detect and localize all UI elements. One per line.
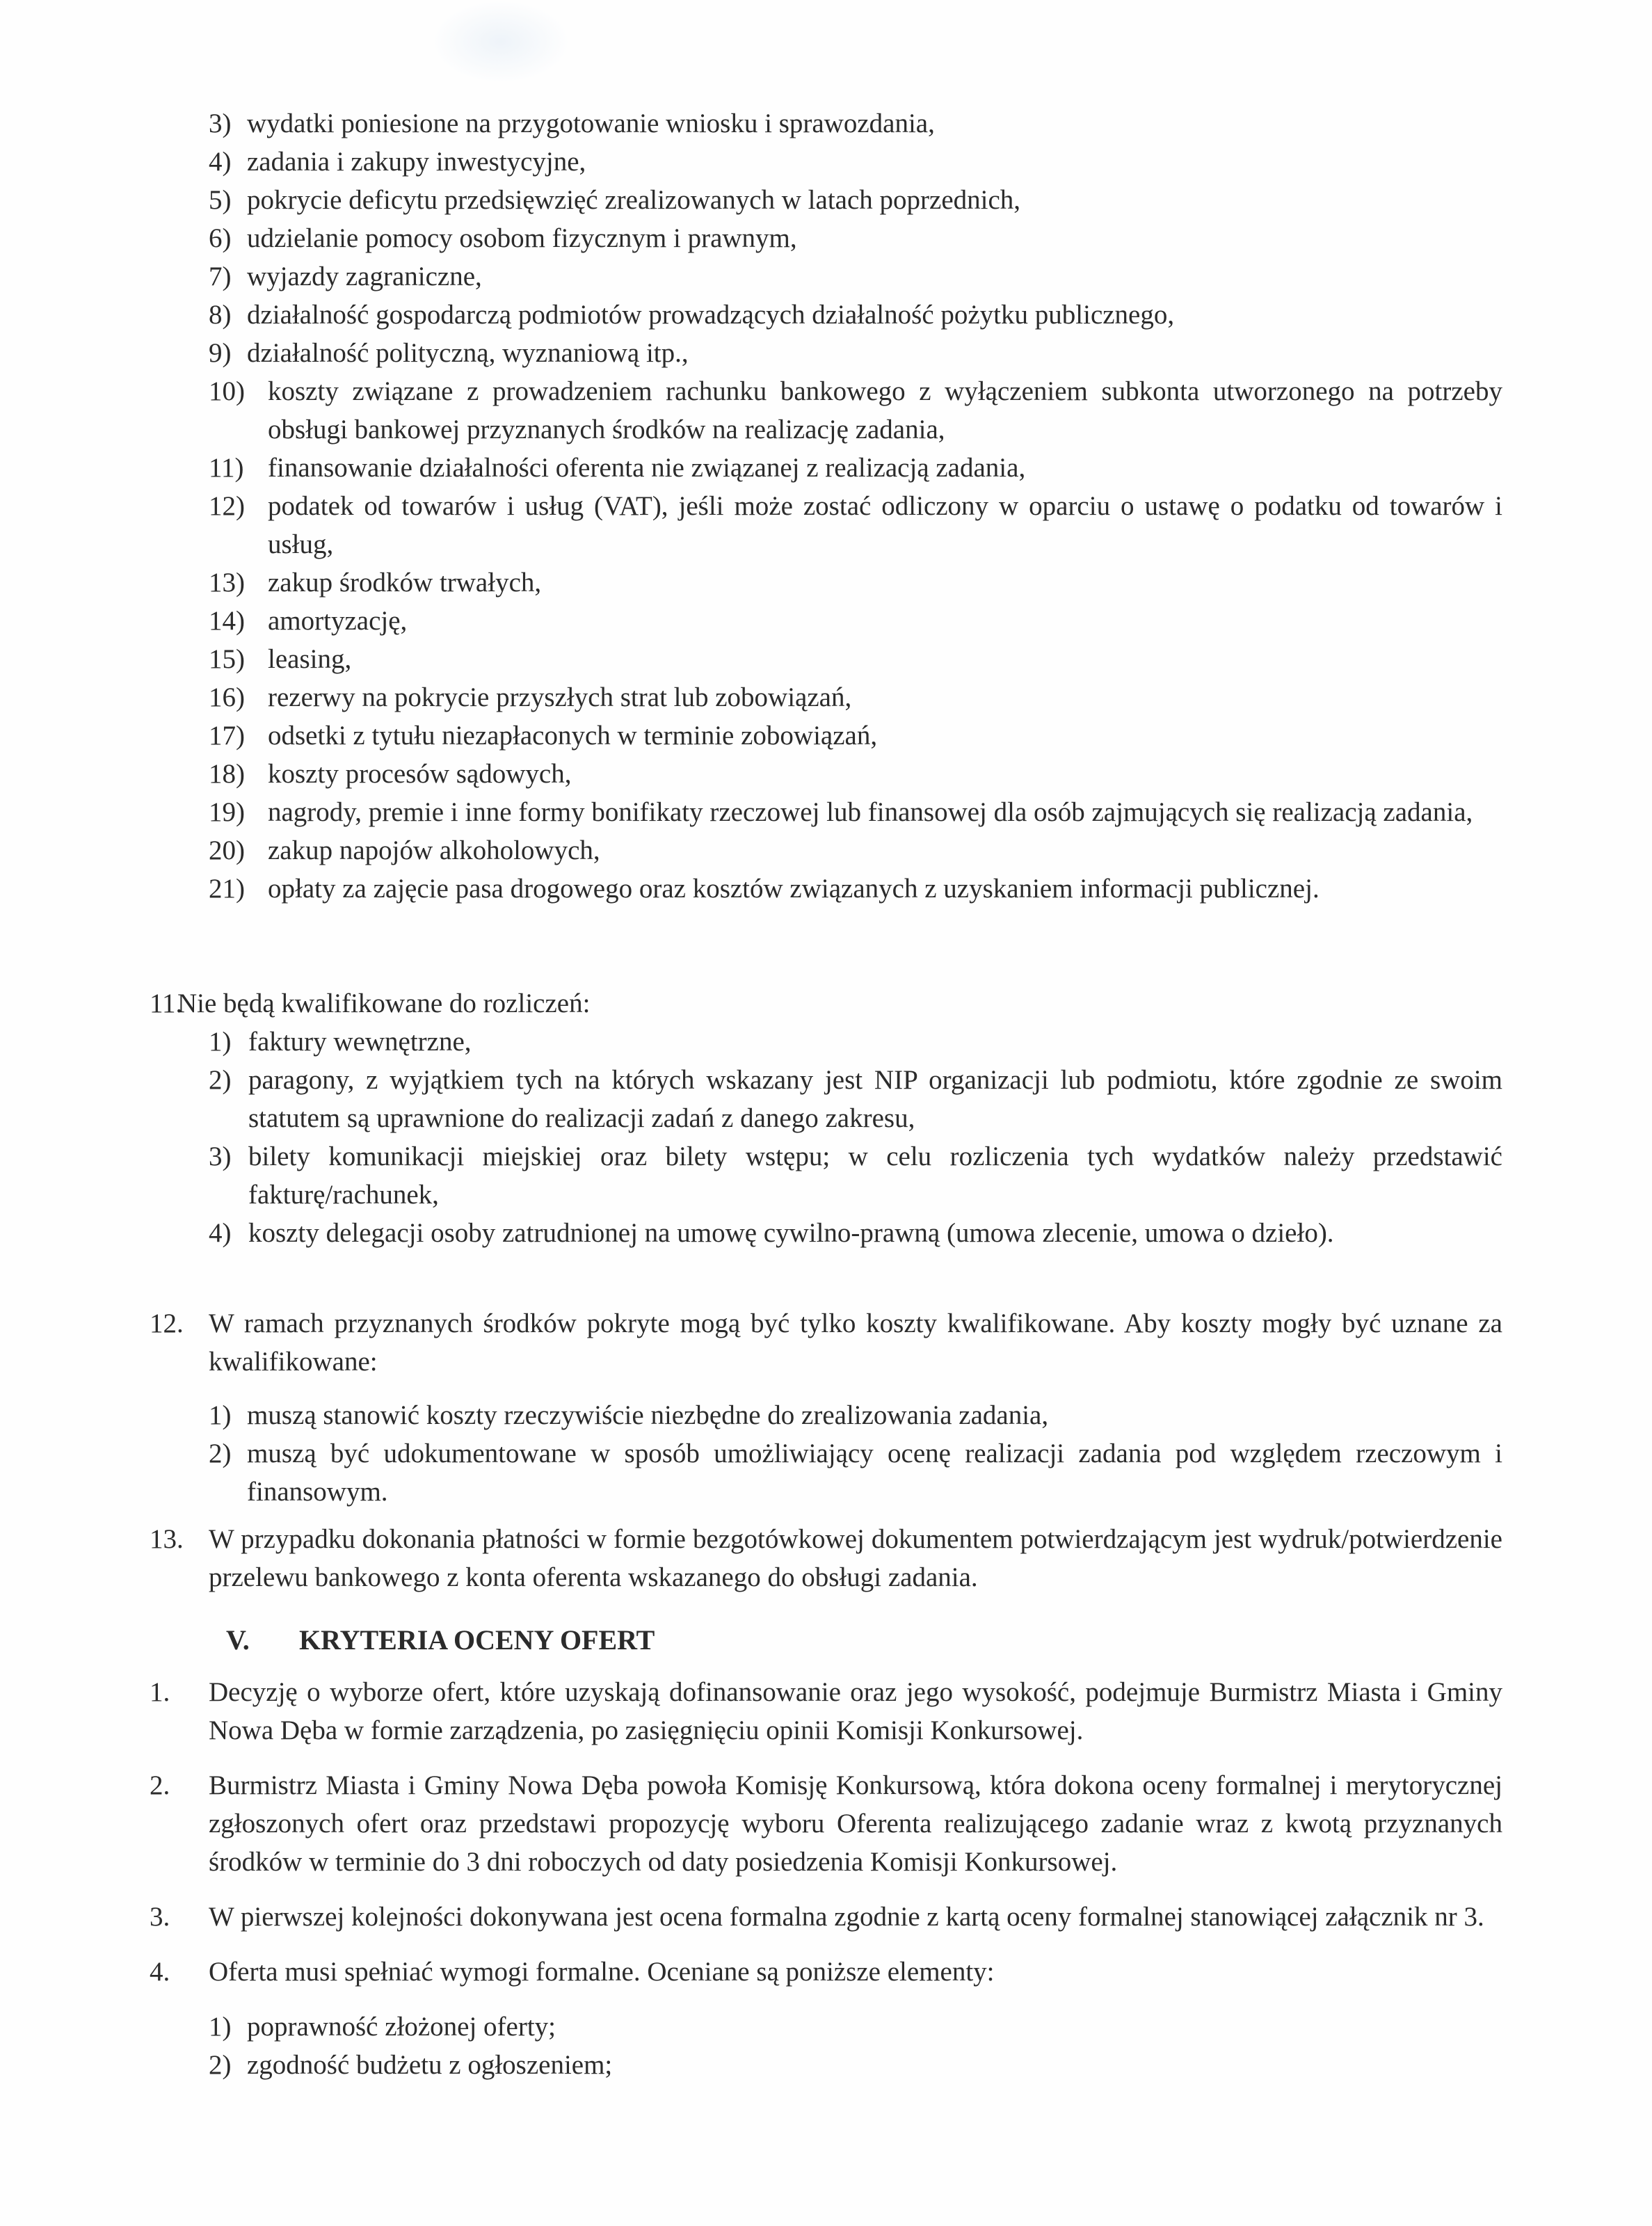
list-marker: 2) <box>209 1439 232 1468</box>
criteria-item <box>150 1898 1502 1936</box>
list-item <box>150 1396 1502 1434</box>
list-marker: 10) <box>209 376 245 406</box>
list-item <box>209 831 1502 870</box>
section-marker: 13. <box>150 1524 184 1554</box>
item-text: Oferta musi spełniać wymogi formalne. Oceniane są poniższe elementy: <box>209 1957 995 1987</box>
list-marker: 19) <box>209 797 245 827</box>
section-paragraph <box>150 1520 1502 1596</box>
list-item <box>209 487 1502 563</box>
list-item-text: koszty delegacji osoby zatrudnionej na umowę cywilno-prawną (umowa zlecenie, umowa o dzieło). <box>248 1218 1334 1248</box>
list-marker: 7) <box>209 262 232 291</box>
item-marker: 3. <box>150 1902 170 1932</box>
list-item-text: finansowanie działalności oferenta nie związanej z realizacją zadania, <box>268 453 1026 483</box>
list-item-text: rezerwy na pokrycie przyszłych strat lub zobowiązań, <box>268 682 852 712</box>
list-item <box>209 678 1502 716</box>
list-item-text: zgodność budżetu z ogłoszeniem; <box>247 2050 613 2080</box>
list-item-text: wydatki poniesione na przygotowanie wniosku i sprawozdania, <box>247 109 935 138</box>
list-item-text: udzielanie pomocy osobom fizycznym i prawnym, <box>247 223 797 253</box>
list-item <box>209 104 1502 143</box>
list-item-text: muszą być udokumentowane w sposób umożliwiający ocenę realizacji zadania pod względem rzeczowym i finansowym. <box>247 1439 1502 1507</box>
item-text: Burmistrz Miasta i Gminy Nowa Dęba powoła Komisję Konkursową, która dokona oceny formalnej i merytorycznej zgłoszonych ofert oraz przedstawi propozycję wyboru Oferenta realizującego zadanie wraz z kwotą przyznanych środków w terminie do 3 dni roboczych od daty posiedzenia Komisji Konkursowej. <box>209 1770 1502 1877</box>
list-item-text: odsetki z tytułu niezapłaconych w terminie zobowiązań, <box>268 721 878 751</box>
list-marker: 20) <box>209 835 245 865</box>
section-13 <box>150 1520 1502 1596</box>
list-item-text: zakup środków trwałych, <box>268 568 542 598</box>
list-marker: 17) <box>209 721 245 751</box>
list-marker: 2) <box>209 2050 232 2080</box>
scan-artifact <box>431 0 570 83</box>
list-item <box>209 755 1502 793</box>
list-item-text: działalność gospodarczą podmiotów prowadzących działalność pożytku publicznego, <box>247 300 1175 330</box>
list-marker: 1) <box>209 2012 232 2042</box>
list-marker: 16) <box>209 682 245 712</box>
list-marker: 15) <box>209 644 245 674</box>
list-item-text: koszty procesów sądowych, <box>268 759 572 789</box>
list-item-text: wyjazdy zagraniczne, <box>247 262 482 291</box>
list-item-text: poprawność złożonej oferty; <box>247 2012 556 2042</box>
list-marker: 18) <box>209 759 245 789</box>
list-item <box>209 602 1502 640</box>
list-item <box>209 449 1502 487</box>
list-item <box>209 563 1502 602</box>
list-item <box>209 257 1502 296</box>
list-marker: 1) <box>209 1400 232 1430</box>
list-marker: 8) <box>209 300 232 330</box>
section-title: KRYTERIA OCENY OFERT <box>299 1624 655 1656</box>
list-item <box>209 296 1502 334</box>
list-item <box>150 2008 1502 2046</box>
item-text: Decyzję o wyborze ofert, które uzyskają dofinansowanie oraz jego wysokość, podejmuje Burmistrz Miasta i Gminy Nowa Dęba w formie zarządzenia, po zasięgnięciu opinii Komisji Konkursowej. <box>209 1677 1502 1745</box>
list-item-text: zakup napojów alkoholowych, <box>268 835 600 865</box>
list-item <box>150 1023 1502 1061</box>
item-marker: 1. <box>150 1677 170 1707</box>
list-marker: 13) <box>209 568 245 598</box>
list-item <box>150 1214 1502 1252</box>
list-item <box>209 870 1502 908</box>
list-item-text: nagrody, premie i inne formy bonifikaty rzeczowej lub finansowej dla osób zajmujących się realizacją zadania, <box>268 797 1473 827</box>
list-marker: 2) <box>209 1065 232 1095</box>
list-item-text: leasing, <box>268 644 352 674</box>
list-marker: 14) <box>209 606 245 636</box>
criteria-item <box>150 1766 1502 1881</box>
list-item <box>209 640 1502 678</box>
section-numeral: V. <box>226 1624 250 1656</box>
list-item <box>209 793 1502 831</box>
section-11 <box>150 984 1502 1252</box>
list-item-text: zadania i zakupy inwestycyjne, <box>247 147 586 177</box>
list-item <box>150 1434 1502 1511</box>
section-v-heading <box>226 1621 655 1659</box>
list-item <box>150 2046 1502 2084</box>
list-item <box>209 334 1502 372</box>
list-item <box>209 143 1502 181</box>
list-item <box>209 181 1502 219</box>
list-item <box>209 372 1502 449</box>
list-marker: 5) <box>209 185 232 215</box>
list-marker: 4) <box>209 1218 232 1248</box>
section-text: W ramach przyznanych środków pokryte mogą być tylko koszty kwalifikowane. Aby koszty mogły być uznane za kwalifikowane: <box>209 1308 1502 1377</box>
criteria-item <box>150 1953 1502 1991</box>
item-marker: 2. <box>150 1770 170 1800</box>
section-heading <box>150 984 1502 1023</box>
item-marker: 4. <box>150 1957 170 1987</box>
section-paragraph <box>150 1304 1502 1381</box>
list-item-text: podatek od towarów i usług (VAT), jeśli może zostać odliczony w oparciu o ustawę o podatku od towarów i usług, <box>268 491 1502 559</box>
list-item-text: paragony, z wyjątkiem tych na których wskazany jest NIP organizacji lub podmiotu, które zgodnie ze swoim statutem są uprawnione do realizacji zadań z danego zakresu, <box>248 1065 1502 1133</box>
list-marker: 9) <box>209 338 232 368</box>
section-text: Nie będą kwalifikowane do rozliczeń: <box>177 988 591 1018</box>
list-item <box>209 219 1502 257</box>
list-marker: 12) <box>209 491 245 521</box>
list-item-text: muszą stanowić koszty rzeczywiście niezbędne do zrealizowania zadania, <box>247 1400 1049 1430</box>
list-marker: 21) <box>209 874 245 904</box>
list-marker: 3) <box>209 109 232 138</box>
list-item <box>150 1061 1502 1137</box>
item-text: W pierwszej kolejności dokonywana jest ocena formalna zgodnie z kartą oceny formalnej stanowiącej załącznik nr 3. <box>209 1902 1484 1932</box>
list-marker: 11) <box>209 453 244 483</box>
list-item-text: koszty związane z prowadzeniem rachunku bankowego z wyłączeniem subkonta utworzonego na potrzeby obsługi bankowej przyznanych środków na realizację zadania, <box>268 376 1502 445</box>
criteria-item <box>150 1673 1502 1749</box>
list-marker: 3) <box>209 1142 232 1171</box>
ineligible-costs-list-part-1 <box>209 104 1502 372</box>
list-marker: 4) <box>209 147 232 177</box>
list-item-text: opłaty za zajęcie pasa drogowego oraz kosztów związanych z uzyskaniem informacji publicznej. <box>268 874 1320 904</box>
list-marker: 1) <box>209 1027 232 1057</box>
section-12 <box>150 1304 1502 1511</box>
list-item-text: działalność polityczną, wyznaniową itp., <box>247 338 689 368</box>
section-text: W przypadku dokonania płatności w formie bezgotówkowej dokumentem potwierdzającym jest wydruk/potwierdzenie przelewu bankowego z konta oferenta wskazanego do obsługi zadania. <box>209 1524 1502 1592</box>
list-item-text: pokrycie deficytu przedsięwzięć zrealizowanych w latach poprzednich, <box>247 185 1021 215</box>
section-marker: 12. <box>150 1308 184 1338</box>
list-item-text: bilety komunikacji miejskiej oraz bilety wstępu; w celu rozliczenia tych wydatków należy przedstawić fakturę/rachunek, <box>248 1142 1502 1210</box>
ineligible-costs-list-part-2 <box>209 372 1502 908</box>
spacer <box>150 1381 1502 1396</box>
list-item-text: faktury wewnętrzne, <box>248 1027 472 1057</box>
list-item <box>150 1137 1502 1214</box>
list-marker: 6) <box>209 223 232 253</box>
list-item <box>209 716 1502 755</box>
section-marker: 11. <box>150 988 183 1018</box>
section-v-criteria <box>150 1673 1502 2084</box>
list-item-text: amortyzację, <box>268 606 408 636</box>
